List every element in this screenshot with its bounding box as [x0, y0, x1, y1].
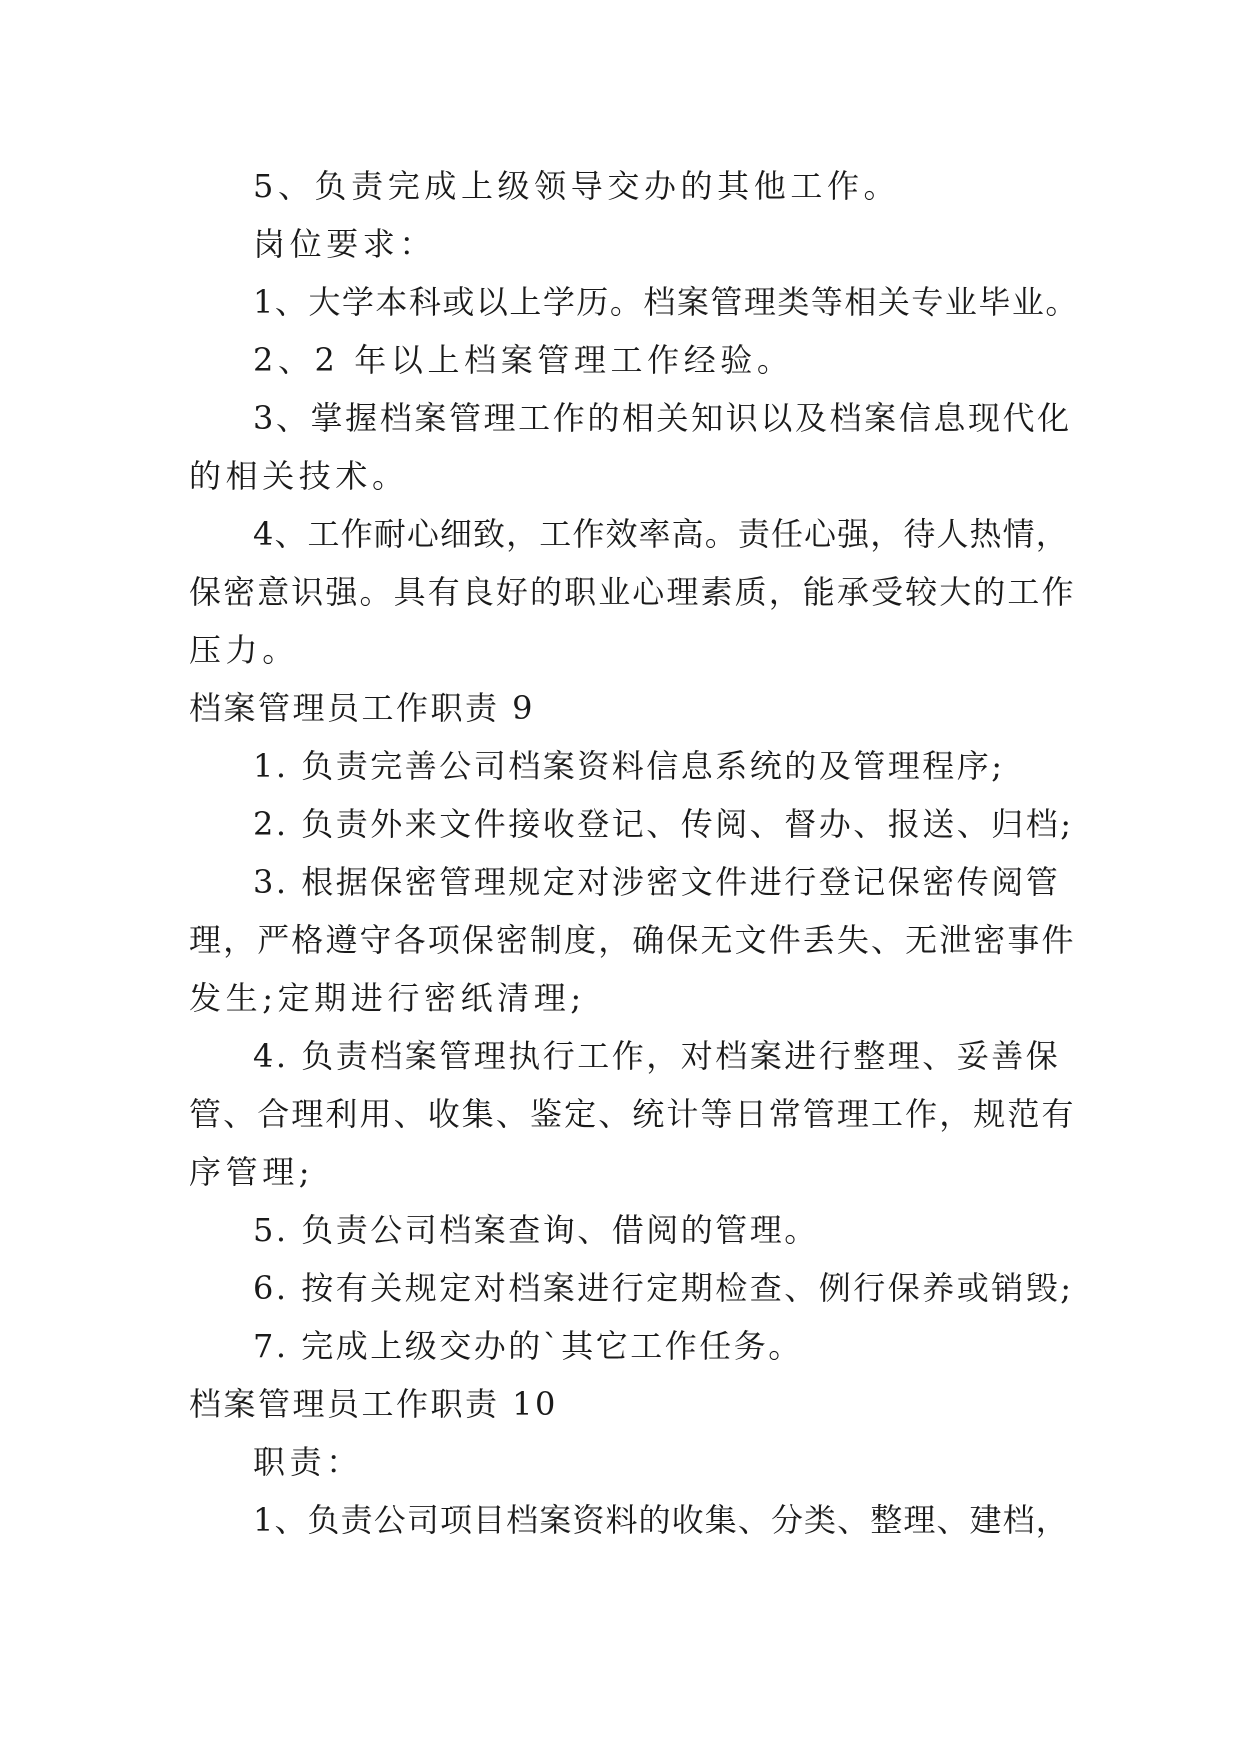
list-item: 7. 完成上级交办的`其它工作任务。: [253, 1327, 803, 1365]
list-item: 3. 根据保密管理规定对涉密文件进行登记保密传阅管: [253, 863, 1061, 901]
list-item-continuation: 发生;定期进行密纸清理;: [189, 979, 586, 1017]
list-item: 1、大学本科或以上学历。档案管理类等相关专业毕业。: [253, 283, 1079, 321]
list-item: 2、2 年以上档案管理工作经验。: [253, 341, 794, 379]
list-item: 1. 负责完善公司档案资料信息系统的及管理程序;: [253, 747, 1005, 785]
list-item-continuation: 保密意识强。具有良好的职业心理素质，能承受较大的工作: [189, 573, 1076, 611]
section-label-requirements: 岗位要求：: [253, 225, 437, 263]
section-heading: 档案管理员工作职责 9: [189, 689, 536, 727]
list-item-continuation: 理，严格遵守各项保密制度，确保无文件丢失、无泄密事件: [189, 921, 1076, 959]
section-label-duties: 职责：: [253, 1443, 363, 1481]
list-item: 4、工作耐心细致，工作效率高。责任心强，待人热情，: [253, 515, 1069, 553]
list-item-continuation: 压力。: [189, 631, 299, 669]
section-heading: 档案管理员工作职责 10: [189, 1385, 558, 1423]
list-item: 3、掌握档案管理工作的相关知识以及档案信息现代化: [253, 399, 1072, 437]
list-item: 2. 负责外来文件接收登记、传阅、督办、报送、归档;: [253, 805, 1074, 843]
list-item: 4. 负责档案管理执行工作，对档案进行整理、妥善保: [253, 1037, 1061, 1075]
list-item: 5. 负责公司档案查询、借阅的管理。: [253, 1211, 819, 1249]
list-item-continuation: 管、合理利用、收集、鉴定、统计等日常管理工作，规范有: [189, 1095, 1076, 1133]
list-item-continuation: 的相关技术。: [189, 457, 409, 495]
list-item-continuation: 序管理;: [189, 1153, 315, 1191]
list-item: 1、负责公司项目档案资料的收集、分类、整理、建档，: [253, 1501, 1069, 1539]
list-item: 5、负责完成上级领导交办的其他工作。: [253, 167, 901, 205]
list-item: 6. 按有关规定对档案进行定期检查、例行保养或销毁;: [253, 1269, 1074, 1307]
